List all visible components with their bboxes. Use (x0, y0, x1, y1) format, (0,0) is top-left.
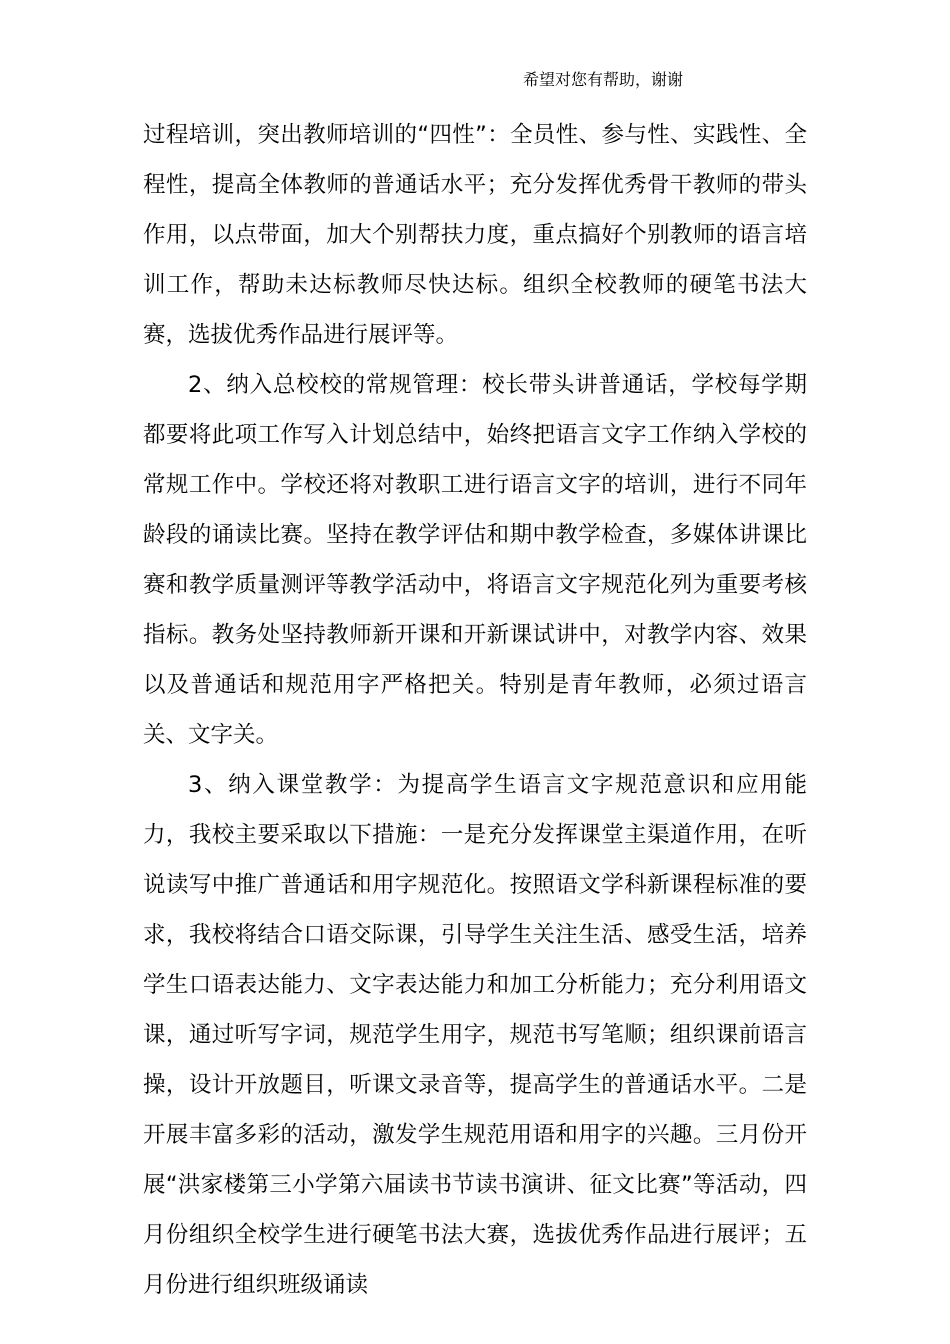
paragraph-classroom-teaching: 3、纳入课堂教学：为提高学生语言文字规范意识和应用能力，我校主要采取以下措施：一是充分发挥课堂主渠道作用，在听说读写中推广普通话和用字规范化。按照语文学科新课程标准的要求，我校将结合口语交际课，引导学生关注生活、感受生活，培养学生口语表达能力、文字表达能力和加工分析能力；充分利用语文课，通过听写字词，规范学生用字，规范书写笔顺；组织课前语言操，设计开放题目，听课文录音等，提高学生的普通话水平。二是开展丰富多彩的活动，激发学生规范用语和用字的兴趣。三月份开展“洪家楼第三小学第六届读书节读书演讲、征文比赛”等活动，四月份组织全校学生进行硬笔书法大赛，选拔优秀作品进行展评；五月份进行组织班级诵读 (143, 772, 807, 1298)
paragraph-routine-management: 2、纳入总校校的常规管理：校长带头讲普通话，学校每学期都要将此项工作写入计划总结中，始终把语言文字工作纳入学校的常规工作中。学校还将对教职工进行语言文字的培训，进行不同年龄段的诵读比赛。坚持在教学评估和期中教学检查，多媒体讲课比赛和教学质量测评等教学活动中，将语言文字规范化列为重要考核指标。教务处坚持教师新开课和开新课试讲中，对教学内容、效果以及普通话和规范用字严格把关。特别是青年教师，必须过语言关、文字关。 (143, 372, 807, 748)
header-note: 希望对您有帮助，谢谢 (523, 70, 684, 89)
document-body (143, 110, 807, 1310)
paragraph-continuation: 过程培训，突出教师培训的“四性”：全员性、参与性、实践性、全程性，提高全体教师的普通话水平；充分发挥优秀骨干教师的带头作用，以点带面，加大个别帮扶力度，重点搞好个别教师的语言培训工作，帮助未达标教师尽快达标。组织全校教师的硬笔书法大赛，选拔优秀作品进行展评等。 (143, 122, 807, 348)
